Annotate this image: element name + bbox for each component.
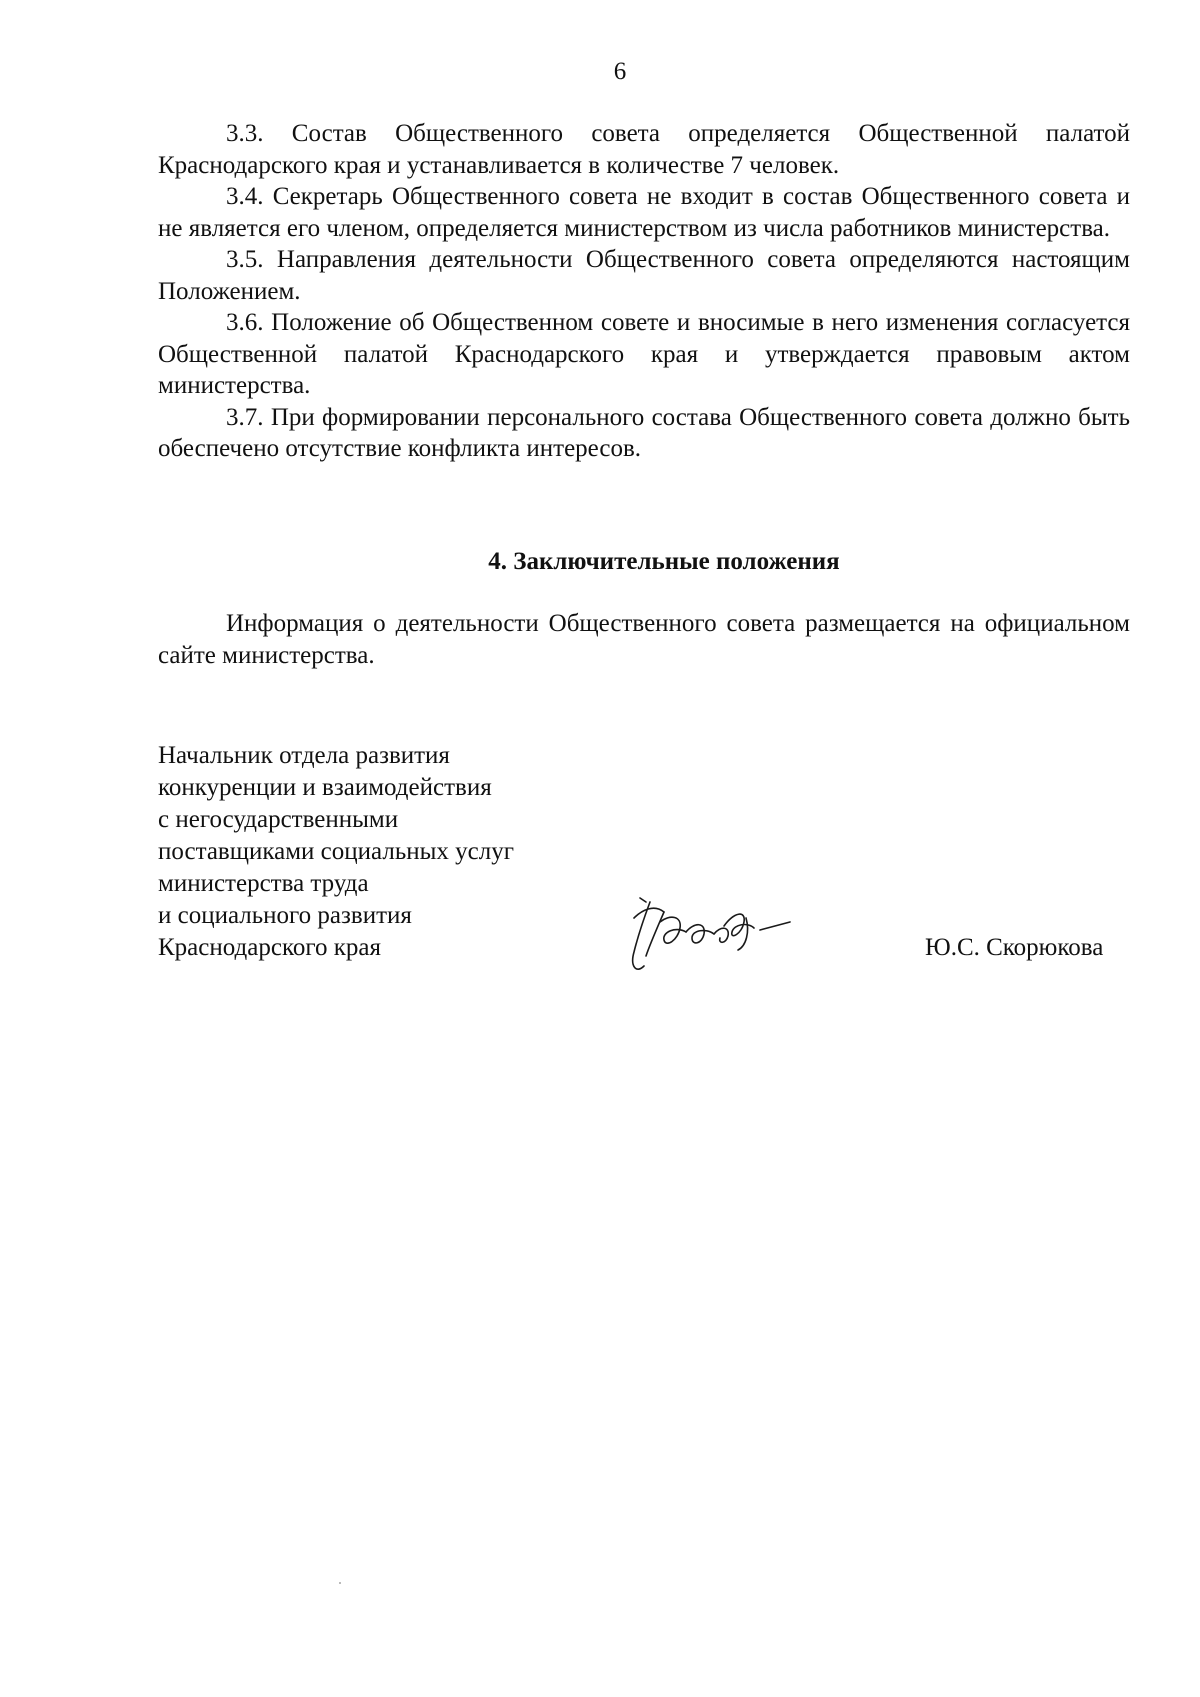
page-number: 6 xyxy=(613,58,627,85)
section-3-body xyxy=(158,118,1130,465)
section-4-body xyxy=(158,608,1130,672)
paragraph-3-3: 3.3. Состав Общественного совета определяется Общественной палатой Краснодарского края и устанавливается в количестве 7 человек. xyxy=(158,120,1130,179)
scan-artifact xyxy=(339,1582,341,1584)
paragraph-3-4: 3.4. Секретарь Общественного совета не входит в состав Общественного совета и не является его членом, определяется министерством из числа работников министерства. xyxy=(158,183,1130,242)
paragraph-3-5: 3.5. Направления деятельности Общественного совета определяются настоящим Положением. xyxy=(158,246,1130,305)
signatory-line: министерства труда xyxy=(158,870,369,897)
signatory-line: Начальник отдела развития xyxy=(158,742,450,769)
final-paragraph: Информация о деятельности Общественного совета размещается на официальном сайте министерства. xyxy=(158,610,1130,669)
paragraph-3-6: 3.6. Положение об Общественном совете и вносимые в него изменения согласуется Общественной палатой Краснодарского края и утверждается правовым актом министерства. xyxy=(158,309,1130,399)
signer-name: Ю.С. Скорюкова xyxy=(925,934,1104,961)
signatory-title xyxy=(158,740,578,964)
signatory-line: с негосударственными xyxy=(158,806,399,833)
paragraph-3-7: 3.7. При формировании персонального состава Общественного совета должно быть обеспечено отсутствие конфликта интересов. xyxy=(158,403,1130,462)
signatory-line: и социального развития xyxy=(158,902,412,929)
signatory-line: Краснодарского края xyxy=(158,934,381,961)
signatory-line: конкуренции и взаимодействия xyxy=(158,774,492,801)
section-4-heading: 4. Заключительные положения xyxy=(488,548,840,575)
signatory-line: поставщиками социальных услуг xyxy=(158,838,514,865)
handwritten-signature xyxy=(620,892,830,982)
